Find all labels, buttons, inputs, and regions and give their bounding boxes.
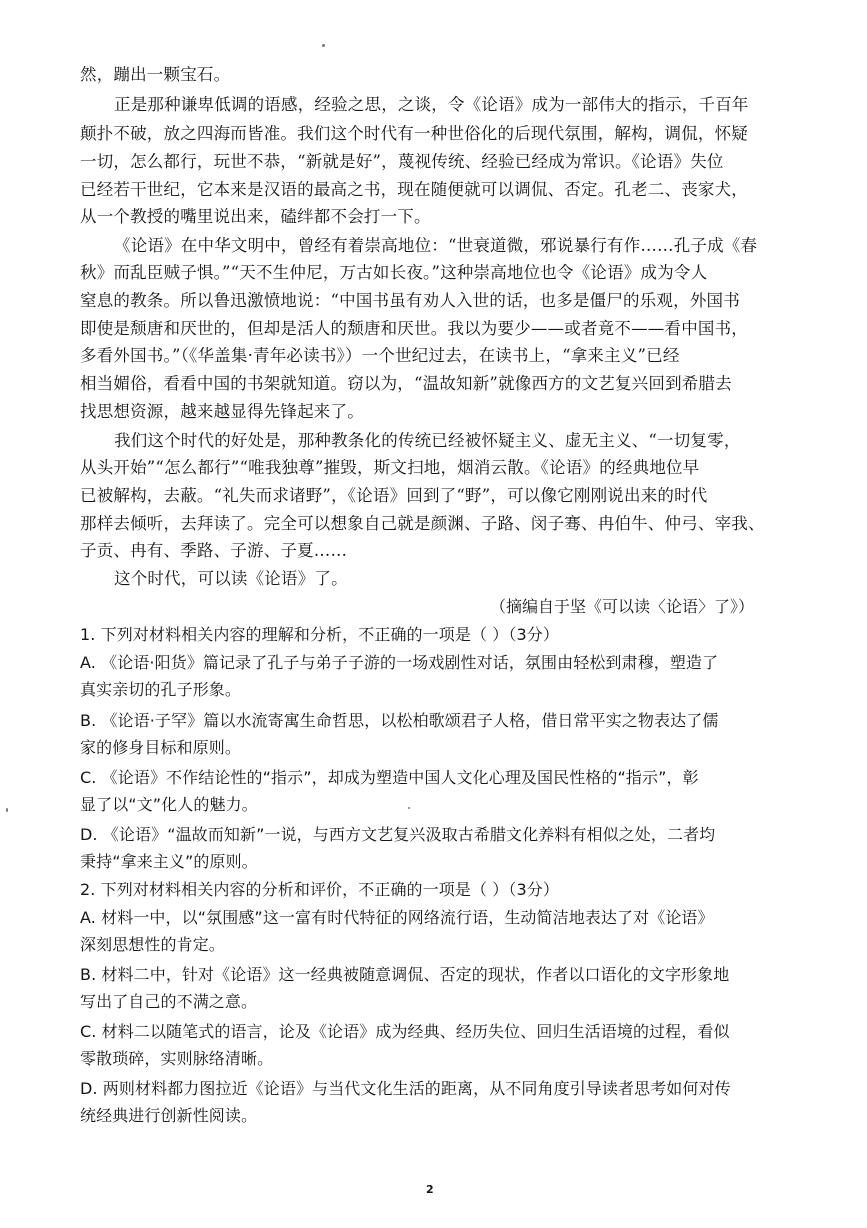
passage-line: 已被解构，去蔽。“礼失而求诸野”，《论语》回到了“野”，可以像它刚刚说出来的时代 [80, 486, 708, 505]
passage-line: 一切，怎么都行，玩世不恭，“新就是好”，蔑视传统、经验已经成为常识。《论语》失位 [80, 152, 724, 171]
question-2-option-b-cont: 写出了自己的不满之意。 [80, 992, 258, 1011]
question-1-option-a: A. 《论语·阳货》篇记录了孔子与弟子子游的一场戏剧性对话，氛围由轻松到肃穆，塑造了 [80, 653, 719, 672]
scan-speck [322, 44, 325, 47]
question-1-option-a-cont: 真实亲切的孔子形象。 [80, 680, 242, 699]
source-citation: （摘编自于坚《可以读〈论语〉了》） [490, 597, 755, 616]
scan-speck [6, 808, 8, 812]
question-1-option-d-cont: 秉持“拿来主义”的原则。 [80, 852, 258, 871]
question-1-option-b: B. 《论语·子罕》篇以水流寄寓生命哲思，以松柏歌颂君子人格，借日常平实之物表达了儒 [80, 711, 719, 730]
question-2-option-a-cont: 深刻思想性的肯定。 [80, 935, 225, 954]
question-1-option-c-cont: 显了以“文”化人的魅力。 [80, 795, 258, 814]
passage-line: 秋》而乱臣贼子惧。”“天不生仲尼，万古如长夜。”这种崇高地位也令《论语》成为令人 [80, 263, 708, 282]
passage-line: 然，蹦出一颗宝石。 [80, 65, 231, 84]
passage-line: 已经若干世纪，它本来是汉语的最高之书，现在随便就可以调侃、否定。孔老二、丧家犬， [80, 180, 748, 199]
question-2-option-d: D. 两则材料都力图拉近《论语》与当代文化生活的距离，从不同角度引导读者思考如何对传 [80, 1079, 731, 1098]
question-1-option-d: D. 《论语》“温故而知新”一说，与西方文艺复兴汲取古希腊文化养料有相似之处，二者均 [80, 825, 716, 844]
page-number: 2 [426, 1183, 434, 1196]
question-2-option-c-cont: 零散琐碎，实则脉络清晰。 [80, 1049, 274, 1068]
question-1-stem: 1. 下列对材料相关内容的理解和分析，不正确的一项是（ ）（3分） [80, 625, 559, 644]
passage-line: 《论语》在中华文明中，曾经有着崇高地位：“世衰道微，邪说暴行有作……孔子成《春 [114, 236, 758, 255]
passage-line: 相当媚俗，看看中国的书架就知道。窃以为，“温故知新”就像西方的文艺复兴回到希腊去 [80, 374, 732, 393]
passage-line: 这个时代，可以读《论语》了。 [114, 569, 348, 588]
question-1-option-c: C. 《论语》不作结论性的“指示”，却成为塑造中国人文化心理及国民性格的“指示”，彰 [80, 768, 699, 787]
passage-line: 那样去倾听，去拜读了。完全可以想象自己就是颜渊、子路、闵子骞、冉伯牛、仲弓、宰我、 [80, 514, 765, 533]
question-1-option-b-cont: 家的修身目标和原则。 [80, 738, 242, 757]
passage-line: 即使是颓唐和厌世的，但却是活人的颓唐和厌世。我以为要少——或者竟不——看中国书， [80, 319, 748, 338]
passage-line: 我们这个时代的好处是，那种教条化的传统已经被怀疑主义、虚无主义、“一切复零， [114, 431, 741, 450]
passage-line: 从头开始”“怎么都行”“唯我独尊”摧毁，斯文扫地，烟消云散。《论语》的经典地位早 [80, 458, 700, 477]
question-2-option-c: C. 材料二以随笔式的语言，论及《论语》成为经典、经历失位、回归生活语境的过程，看似 [80, 1022, 730, 1041]
passage-line: 多看外国书。”（《华盖集·青年必读书》）一个世纪过去，在读书上，“拿来主义”已经 [80, 346, 680, 365]
passage-line: 从一个教授的嘴里说出来，磕绊都不会打一下。 [80, 207, 431, 226]
question-2-option-a: A. 材料一中，以“氛围感”这一富有时代特征的网络流行语，生动简洁地表达了对《论语》 [80, 908, 714, 927]
passage-line: 子贡、冉有、季路、子游、子夏…… [80, 541, 348, 560]
passage-line: 正是那种谦卑低调的语感，经验之思，之谈，令《论语》成为一部伟大的指示，千百年 [114, 95, 749, 114]
question-2-option-b: B. 材料二中，针对《论语》这一经典被随意调侃、否定的现状，作者以口语化的文字形象地 [80, 965, 730, 984]
passage-line: 窒息的教条。所以鲁迅激愤地说：“中国书虽有劝人入世的话，也多是僵尸的乐观，外国书 [80, 291, 740, 310]
passage-line: 找思想资源，越来越显得先锋起来了。 [80, 402, 364, 421]
question-2-option-d-cont: 统经典进行创新性阅读。 [80, 1106, 258, 1125]
passage-line: 颠扑不破，放之四海而皆准。我们这个时代有一种世俗化的后现代氛围，解构，调侃，怀疑 [80, 124, 748, 143]
scan-speck [408, 807, 410, 809]
question-2-stem: 2. 下列对材料相关内容的分析和评价，不正确的一项是（ ）（3分） [80, 880, 559, 899]
